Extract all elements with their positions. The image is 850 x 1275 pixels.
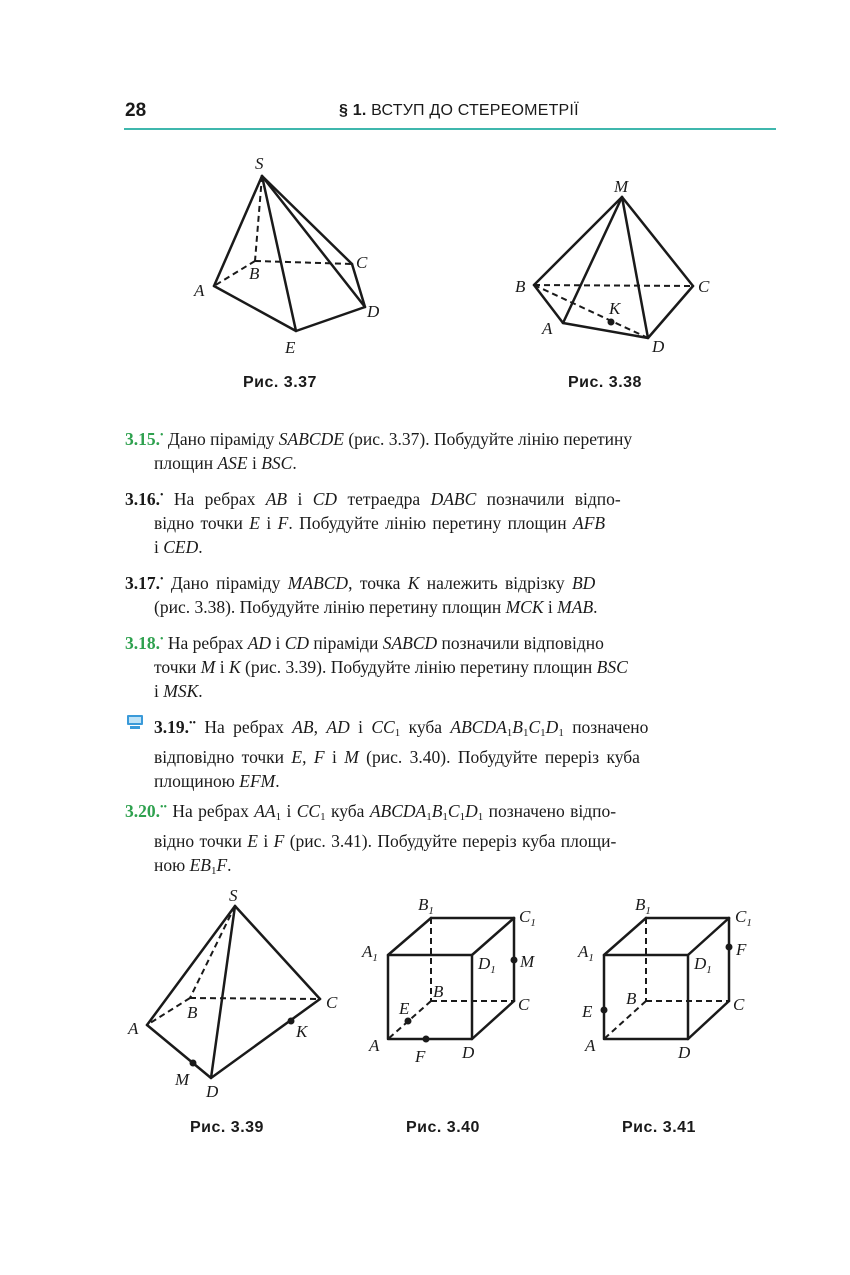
text: .: [292, 452, 297, 473]
text: На ребрах: [163, 632, 248, 653]
math: F: [216, 854, 228, 875]
math: AB: [292, 716, 314, 737]
subscript: 1: [320, 810, 326, 823]
math: AB: [265, 488, 288, 509]
math: F: [277, 512, 289, 533]
figure-3-41: [577, 895, 752, 1062]
task-number: 3.19.: [154, 716, 189, 737]
section-title-text: ВСТУП ДО СТЕРЕОМЕТРІЇ: [371, 102, 579, 119]
point-M: [511, 957, 518, 964]
caption-3-39: Рис. 3.39: [190, 1119, 264, 1136]
label-C: C: [518, 995, 530, 1014]
subscript: 1: [394, 726, 401, 739]
label-E: E: [285, 338, 296, 357]
label-B: B: [187, 1003, 198, 1022]
label-E: E: [582, 1002, 593, 1021]
text: і: [259, 512, 278, 533]
text: відно точки: [154, 512, 250, 533]
text: відповідно точки: [154, 746, 292, 767]
label-C: C: [698, 277, 710, 296]
math: M: [344, 746, 359, 767]
text: На ребрах: [196, 716, 293, 737]
text: і: [257, 830, 274, 851]
math: MSK: [163, 680, 199, 701]
text: .: [198, 536, 203, 557]
text: тетраедра: [337, 488, 431, 509]
math: F: [313, 746, 325, 767]
math: ABCDA: [450, 716, 507, 737]
subscript: 1: [522, 726, 529, 739]
text: позначили відпо-: [476, 488, 621, 509]
math: AD: [247, 632, 272, 653]
math: ABCDA: [369, 800, 427, 821]
label-B: B: [626, 989, 637, 1008]
label-C: C: [356, 253, 368, 272]
text: і: [247, 452, 262, 473]
label-C: C: [326, 993, 338, 1012]
text: (рис. 3.41). Побудуйте переріз куба площи-: [284, 830, 617, 851]
label-A: A: [128, 1019, 139, 1038]
math: CD: [284, 632, 309, 653]
math: K: [407, 572, 420, 593]
page-number: 28: [125, 100, 147, 121]
math: AA: [254, 800, 276, 821]
text: (рис. 3.37). Побудуйте лінію перетину: [343, 428, 633, 449]
text: і: [349, 716, 372, 737]
text: належить відрізку: [419, 572, 572, 593]
label-D: D: [206, 1082, 219, 1101]
subscript: 1: [210, 864, 217, 877]
text: На ребрах: [167, 800, 255, 821]
section-mark: § 1.: [339, 102, 367, 119]
caption-3-38: Рис. 3.38: [568, 374, 642, 391]
figure-3-40: [361, 895, 536, 1066]
text: і: [154, 680, 164, 701]
label-B: B: [433, 982, 444, 1001]
text: ,: [313, 716, 327, 737]
math: SABCD: [382, 632, 438, 653]
math: MCK: [505, 596, 544, 617]
label-B: B: [515, 277, 526, 296]
difficulty-mark: •: [160, 634, 164, 645]
label-C1: $C_1$: [735, 907, 752, 929]
text: (рис. 3.38). Побудуйте лінію перетину площин: [154, 596, 506, 617]
math: D: [465, 800, 478, 821]
label-D1: $D_1$: [478, 954, 496, 976]
label-A1: $A_1$: [578, 942, 594, 964]
text: площин: [154, 452, 218, 473]
subscript: 1: [442, 810, 448, 823]
label-A: A: [585, 1036, 596, 1055]
difficulty-mark: ••: [189, 718, 197, 729]
text: (рис. 3.39). Побудуйте лінію перетину площин: [240, 656, 597, 677]
text: куба: [325, 800, 370, 821]
text: .: [593, 596, 598, 617]
label-D: D: [367, 302, 380, 321]
text: .: [198, 680, 203, 701]
text: Дано піраміду: [163, 572, 288, 593]
text: і: [281, 800, 297, 821]
label-K: K: [296, 1022, 308, 1041]
text: .: [227, 854, 232, 875]
label-A: A: [542, 319, 553, 338]
text: площиною: [154, 770, 240, 791]
task-number: 3.15.: [125, 428, 160, 449]
math: EFM: [239, 770, 276, 791]
text: піраміди: [309, 632, 383, 653]
math: B: [431, 800, 443, 821]
point-K: [288, 1018, 295, 1025]
text: і: [543, 596, 558, 617]
math: C: [528, 716, 541, 737]
subscript: 1: [506, 726, 513, 739]
label-F: F: [415, 1047, 426, 1066]
math: SABCDE: [278, 428, 344, 449]
math: E: [291, 746, 303, 767]
math: AD: [326, 716, 350, 737]
text: .: [275, 770, 280, 791]
text: і: [215, 656, 229, 677]
caption-3-41: Рис. 3.41: [622, 1119, 696, 1136]
label-D: D: [462, 1043, 475, 1062]
text: і: [287, 488, 313, 509]
text: точки: [154, 656, 201, 677]
label-A: A: [369, 1036, 380, 1055]
math: BSC: [261, 452, 293, 473]
point-M: [190, 1060, 197, 1067]
task-number: 3.18.: [125, 632, 160, 653]
text: позначили відповідно: [437, 632, 604, 653]
label-C1: $C_1$: [519, 907, 536, 929]
text: Дано піраміду: [163, 428, 279, 449]
label-D1: $D_1$: [694, 954, 712, 976]
label-E: E: [399, 999, 410, 1018]
math: CD: [312, 488, 338, 509]
math: D: [545, 716, 559, 737]
math: MABCD: [287, 572, 349, 593]
difficulty-mark: •: [160, 490, 164, 501]
text: і: [271, 632, 285, 653]
task-number: 3.17.: [125, 572, 160, 593]
label-B1: $B_1$: [635, 895, 651, 917]
text: і: [324, 746, 345, 767]
point-E: [601, 1007, 608, 1014]
label-B: B: [249, 264, 260, 283]
math: K: [228, 656, 241, 677]
label-M: M: [175, 1070, 190, 1089]
math: EB: [189, 854, 211, 875]
caption-3-40: Рис. 3.40: [406, 1119, 480, 1136]
point-E: [405, 1018, 412, 1025]
text: ,: [302, 746, 314, 767]
label-B1: $B_1$: [418, 895, 434, 917]
math: CED: [163, 536, 199, 557]
text: , точка: [348, 572, 408, 593]
math: CC: [296, 800, 321, 821]
label-K: K: [609, 299, 621, 318]
label-D: D: [652, 337, 665, 356]
text: позначено відпо-: [483, 800, 617, 821]
difficulty-mark: ••: [160, 802, 168, 813]
subscript: 1: [426, 810, 432, 823]
label-M: M: [614, 177, 629, 196]
text: . Побудуйте лінію перетину площин: [288, 512, 573, 533]
text: На ребрах: [163, 488, 266, 509]
math: DABC: [430, 488, 477, 509]
label-S: S: [229, 886, 238, 905]
label-S: S: [255, 154, 264, 173]
text: (рис. 3.40). Побудуйте переріз куба: [358, 746, 640, 767]
label-F: F: [736, 940, 747, 959]
text: куба: [400, 716, 451, 737]
task-number: 3.16.: [125, 488, 160, 509]
math: E: [249, 512, 260, 533]
subscript: 1: [540, 726, 546, 739]
math: BD: [571, 572, 596, 593]
label-D: D: [678, 1043, 691, 1062]
text: відно точки: [154, 830, 248, 851]
difficulty-mark: •: [160, 574, 164, 585]
text: і: [154, 536, 164, 557]
label-A1: $A_1$: [362, 942, 378, 964]
math: BSC: [596, 656, 628, 677]
subscript: 1: [275, 810, 282, 823]
label-C: C: [733, 995, 745, 1014]
point-F: [726, 944, 733, 951]
math: AFB: [573, 512, 606, 533]
label-M: M: [520, 952, 535, 971]
math: MAB: [557, 596, 594, 617]
subscript: 1: [558, 726, 564, 739]
task-number: 3.20.: [125, 800, 160, 821]
text: ною: [154, 854, 190, 875]
difficulty-mark: •: [160, 430, 164, 441]
math: B: [512, 716, 523, 737]
math: F: [273, 830, 285, 851]
point-F: [423, 1036, 430, 1043]
math: C: [447, 800, 460, 821]
math: E: [247, 830, 258, 851]
math: CC: [371, 716, 395, 737]
figure-3-39: [127, 886, 338, 1101]
subscript: 1: [477, 810, 484, 823]
label-A: A: [194, 281, 205, 300]
text: позначено: [563, 716, 649, 737]
caption-3-37: Рис. 3.37: [243, 374, 317, 391]
math: ASE: [217, 452, 248, 473]
math: M: [200, 656, 216, 677]
subscript: 1: [459, 810, 466, 823]
